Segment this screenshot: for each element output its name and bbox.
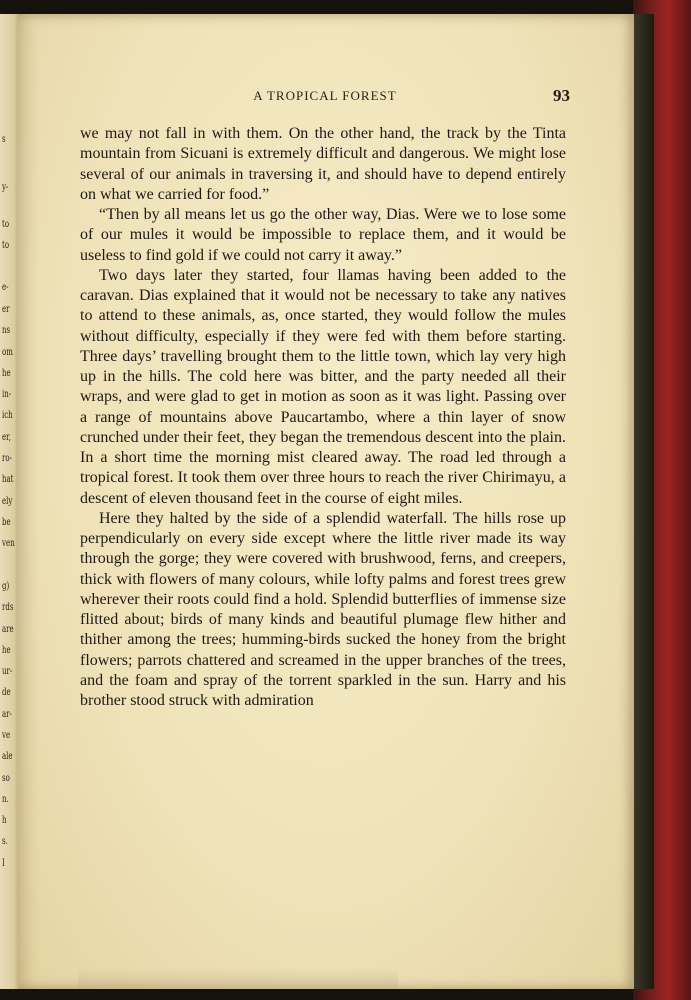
margin-fragment: hat <box>2 474 14 485</box>
paragraph-3: Two days later they started, four llamas having been added to the caravan. Dias explained that it would not be necessary to take any natives to attend to these animals, as, once started, they would follow the mules without difficulty, especially if they were fed with them before starting. Three days’ travelling brought them to the little town, which lay very high up in the hills. The cold here was bitter, and the party needed all their wraps, and were glad to get in motion as soon as it was light. Passing over a range of mountains above Paucartambo, where a thin layer of snow crunched under their feet, they began the tremendous descent into the plain. In a short time the morning mist cleared away. The road led through a tropical forest. It took them over three hours to reach the river Chirimayu, a descent of eleven thousand feet in the course of eight miles. <box>80 266 566 507</box>
margin-fragment: ur- <box>2 666 13 677</box>
chapter-running-title: A TROPICAL FOREST <box>253 88 397 103</box>
margin-fragment: n. <box>2 794 9 805</box>
margin-fragment: de <box>2 687 11 698</box>
margin-fragment: s. <box>2 836 8 847</box>
margin-fragment: s <box>2 134 6 145</box>
margin-fragment: be <box>2 517 11 528</box>
page-stack-edge <box>632 14 654 989</box>
margin-fragment: ns <box>2 325 11 336</box>
margin-fragment: y- <box>2 182 9 193</box>
body-text <box>80 124 566 711</box>
margin-fragment: rds <box>2 602 14 613</box>
page-stain <box>78 967 398 989</box>
paragraph-4: Here they halted by the side of a splendid waterfall. The hills rose up perpendicularly on every side except where the little river made its way through the gorge; they were covered with brushwood, ferns, and creepers, thick with flowers of many colours, while lofty palms and forest trees grew wherever their roots could find a hold. Splendid butterflies of immense size flitted about; birds of many kinds and beautiful plumage flew hither and thither among the trees; humming-birds sucked the honey from the bright flowers; parrots chattered and screamed in the upper branches of the trees, and the foam and spray of the torrent sparkled in the sun. Harry and his brother stood struck with admiration <box>80 509 566 709</box>
book-page <box>18 14 634 989</box>
margin-fragment: are <box>2 624 14 635</box>
margin-fragment: e- <box>2 282 9 293</box>
margin-fragment: er <box>2 304 10 315</box>
facing-page-strip <box>0 14 20 989</box>
margin-fragment: in- <box>2 389 12 400</box>
margin-fragment: ar- <box>2 709 12 720</box>
paragraph-2: “Then by all means let us go the other way, Dias. Were we to lose some of our mules it would be impossible to replace them, and it would be useless to find gold if we could not carry it away.” <box>80 206 566 264</box>
margin-fragment: to <box>2 240 10 251</box>
margin-fragment: ely <box>2 496 13 507</box>
margin-fragment: he <box>2 368 11 379</box>
margin-fragment: ro- <box>2 453 12 464</box>
margin-fragment: I <box>2 858 5 869</box>
margin-fragment: ale <box>2 751 13 762</box>
paragraph-1: we may not fall in with them. On the other hand, the track by the Tinta mountain from Sicuani is extremely difficult and dangerous. We might lose several of our animals in traversing it, and should have to depend entirely on what we carried for food.” <box>80 125 566 203</box>
margin-fragment: to <box>2 219 10 230</box>
margin-fragment: g) <box>2 581 10 592</box>
margin-fragment: ve <box>2 730 11 741</box>
margin-fragment: he <box>2 645 11 656</box>
margin-fragment: ven <box>2 538 15 549</box>
running-head <box>80 88 570 108</box>
margin-fragment: om <box>2 347 13 358</box>
margin-fragment: ich <box>2 410 13 421</box>
margin-fragment: h <box>2 815 7 826</box>
page-number: 93 <box>553 86 570 105</box>
margin-fragment: so <box>2 773 10 784</box>
margin-fragment: er, <box>2 432 11 443</box>
